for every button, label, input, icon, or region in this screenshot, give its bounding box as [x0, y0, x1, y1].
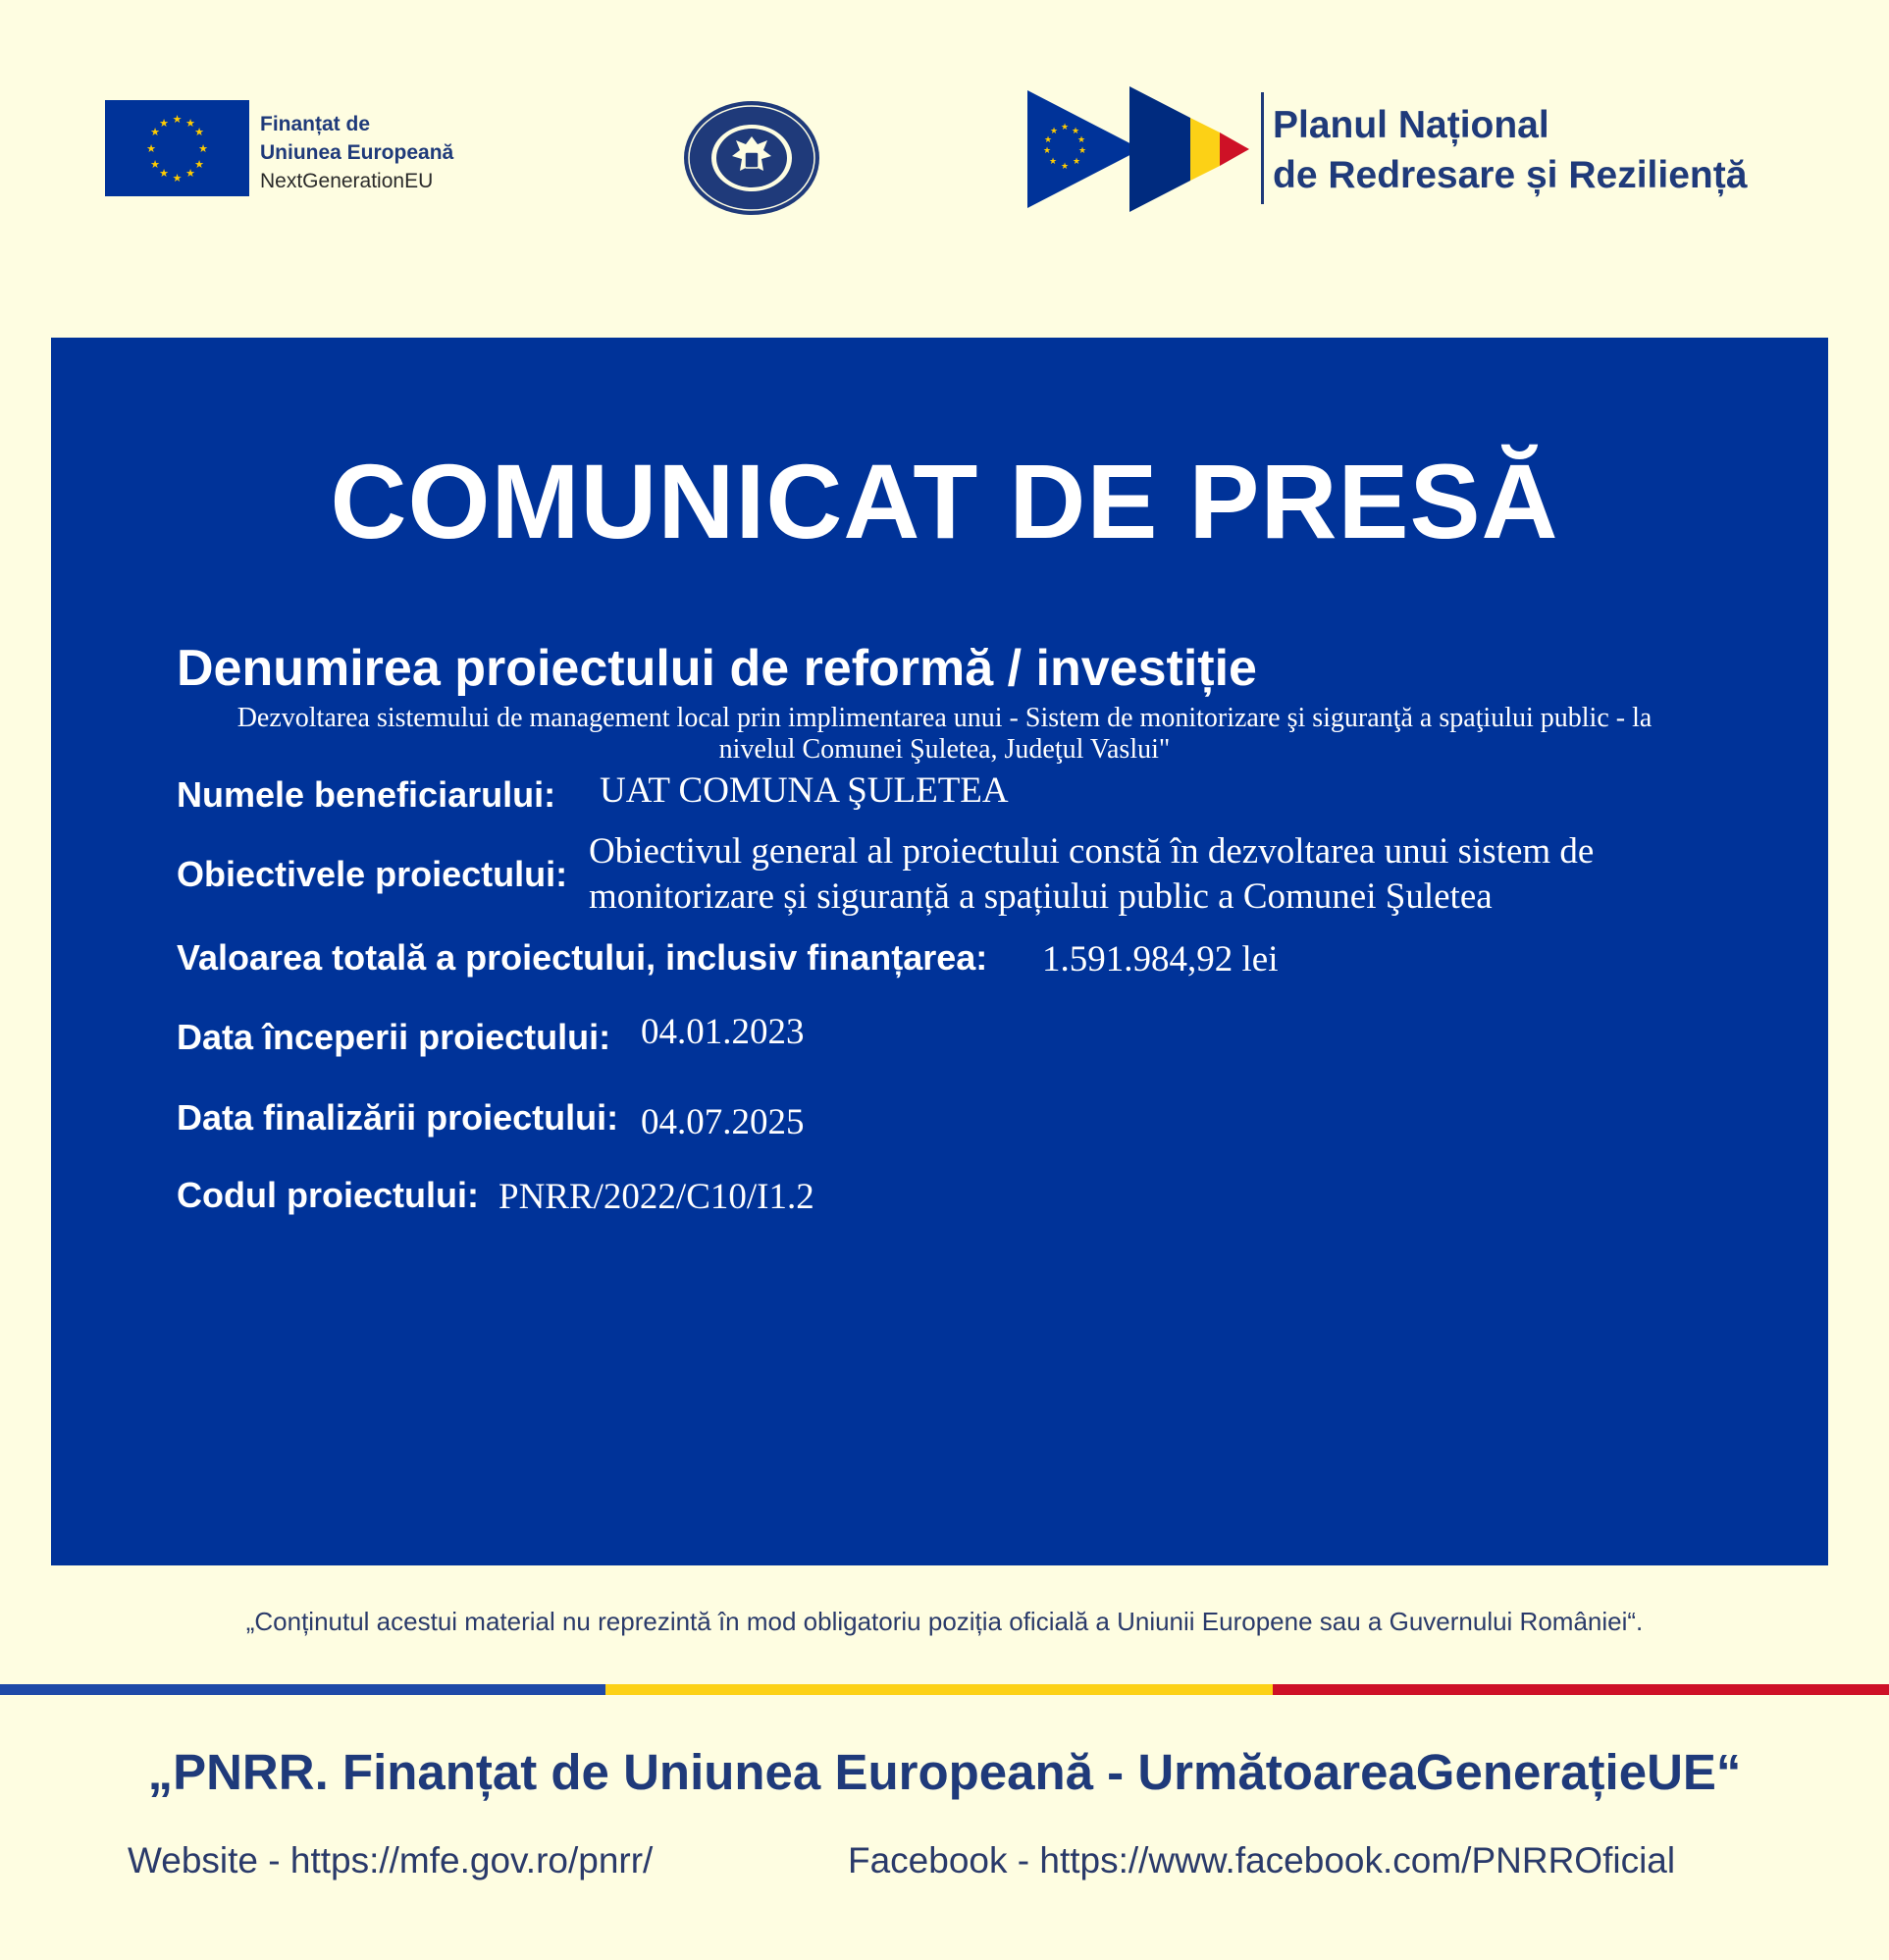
svg-text:★: ★ — [150, 158, 160, 171]
total-value-label: Valoarea totală a proiectului, inclusiv finanțarea: — [177, 937, 988, 978]
svg-text:★: ★ — [1043, 135, 1053, 145]
end-date-label: Data finalizării proiectului: — [177, 1097, 619, 1138]
svg-text:★: ★ — [1077, 146, 1087, 156]
objectives-value-line2: monitorizare și siguranță a spațiului public a Comunei Şuletea — [589, 876, 1493, 917]
pnrr-logo-divider — [1261, 92, 1264, 204]
eu-funding-line1: Finanțat de — [260, 113, 371, 135]
eu-flag-icon — [105, 100, 249, 196]
svg-text:★: ★ — [1071, 127, 1080, 136]
project-name-text — [88, 703, 1801, 766]
svg-text:★: ★ — [1076, 135, 1086, 145]
stripe-yellow — [605, 1684, 1273, 1695]
stripe-blue — [0, 1684, 605, 1695]
eu-funding-text — [260, 110, 453, 195]
website-link[interactable]: Website - https://mfe.gov.ro/pnrr/ — [128, 1840, 654, 1881]
svg-text:★: ★ — [172, 113, 183, 126]
facebook-link[interactable]: Facebook - https://www.facebook.com/PNRROficial — [848, 1840, 1676, 1881]
svg-text:★: ★ — [172, 172, 183, 185]
project-name-heading: Denumirea proiectului de reformă / investiție — [177, 640, 1257, 697]
svg-text:★: ★ — [1060, 162, 1070, 172]
svg-text:★: ★ — [146, 142, 156, 155]
romanian-government-seal-icon — [682, 99, 821, 217]
project-name-line2: nivelul Comunei Şuletea, Judeţul Vaslui" — [718, 734, 1171, 765]
project-code-label: Codul proiectului: — [177, 1175, 479, 1215]
pnrr-logo-text — [1273, 100, 1747, 200]
svg-text:★: ★ — [194, 158, 204, 171]
start-date-value: 04.01.2023 — [641, 1012, 805, 1052]
pnrr-slogan: „PNRR. Finanțat de Uniunea Europeană - UrmătoareaGenerațieUE“ — [147, 1744, 1742, 1800]
svg-text:★: ★ — [1049, 127, 1059, 136]
objectives-value-line1: Obiectivul general al proiectului constă în dezvoltarea unui sistem de — [589, 831, 1595, 872]
svg-text:★: ★ — [194, 126, 204, 138]
stripe-red — [1273, 1684, 1889, 1695]
objectives-label: Obiectivele proiectului: — [177, 854, 568, 894]
pnrr-logo-line1: Planul Național — [1273, 104, 1549, 146]
svg-text:★: ★ — [1072, 157, 1081, 167]
beneficiary-label: Numele beneficiarului: — [177, 774, 556, 815]
svg-text:★: ★ — [1060, 123, 1070, 132]
svg-text:★: ★ — [185, 117, 195, 130]
svg-text:★: ★ — [150, 126, 160, 138]
start-date-label: Data începerii proiectului: — [177, 1017, 611, 1057]
svg-text:★: ★ — [1048, 157, 1058, 167]
svg-text:★: ★ — [159, 117, 169, 130]
beneficiary-value: UAT COMUNA ŞULETEA — [600, 770, 1009, 811]
objectives-value — [589, 829, 1766, 920]
svg-text:★: ★ — [185, 167, 195, 180]
svg-text:★: ★ — [198, 142, 208, 155]
pnrr-logo-line2: de Redresare și Reziliență — [1273, 154, 1748, 196]
project-code-value: PNRR/2022/C10/I1.2 — [498, 1177, 814, 1217]
press-release-title: COMUNICAT DE PRESĂ — [330, 442, 1559, 560]
disclaimer-text: „Conținutul acestui material nu reprezintă în mod obligatoriu poziția oficială a Uniunii Europene sau a Guvernului României“. — [245, 1607, 1644, 1636]
pnrr-arrows-logo-icon — [1025, 82, 1251, 215]
end-date-value: 04.07.2025 — [641, 1102, 805, 1142]
total-value-value: 1.591.984,92 lei — [1042, 939, 1279, 980]
svg-text:★: ★ — [1042, 146, 1052, 156]
project-name-line1: Dezvoltarea sistemului de management local prin implimentarea unui - Sistem de monitorizare şi siguranţă a spaţiului public - la — [236, 703, 1653, 733]
eu-funding-line2: Uniunea Europeană — [260, 141, 454, 164]
eu-funding-line3: NextGenerationEU — [260, 170, 434, 192]
svg-text:★: ★ — [159, 167, 169, 180]
